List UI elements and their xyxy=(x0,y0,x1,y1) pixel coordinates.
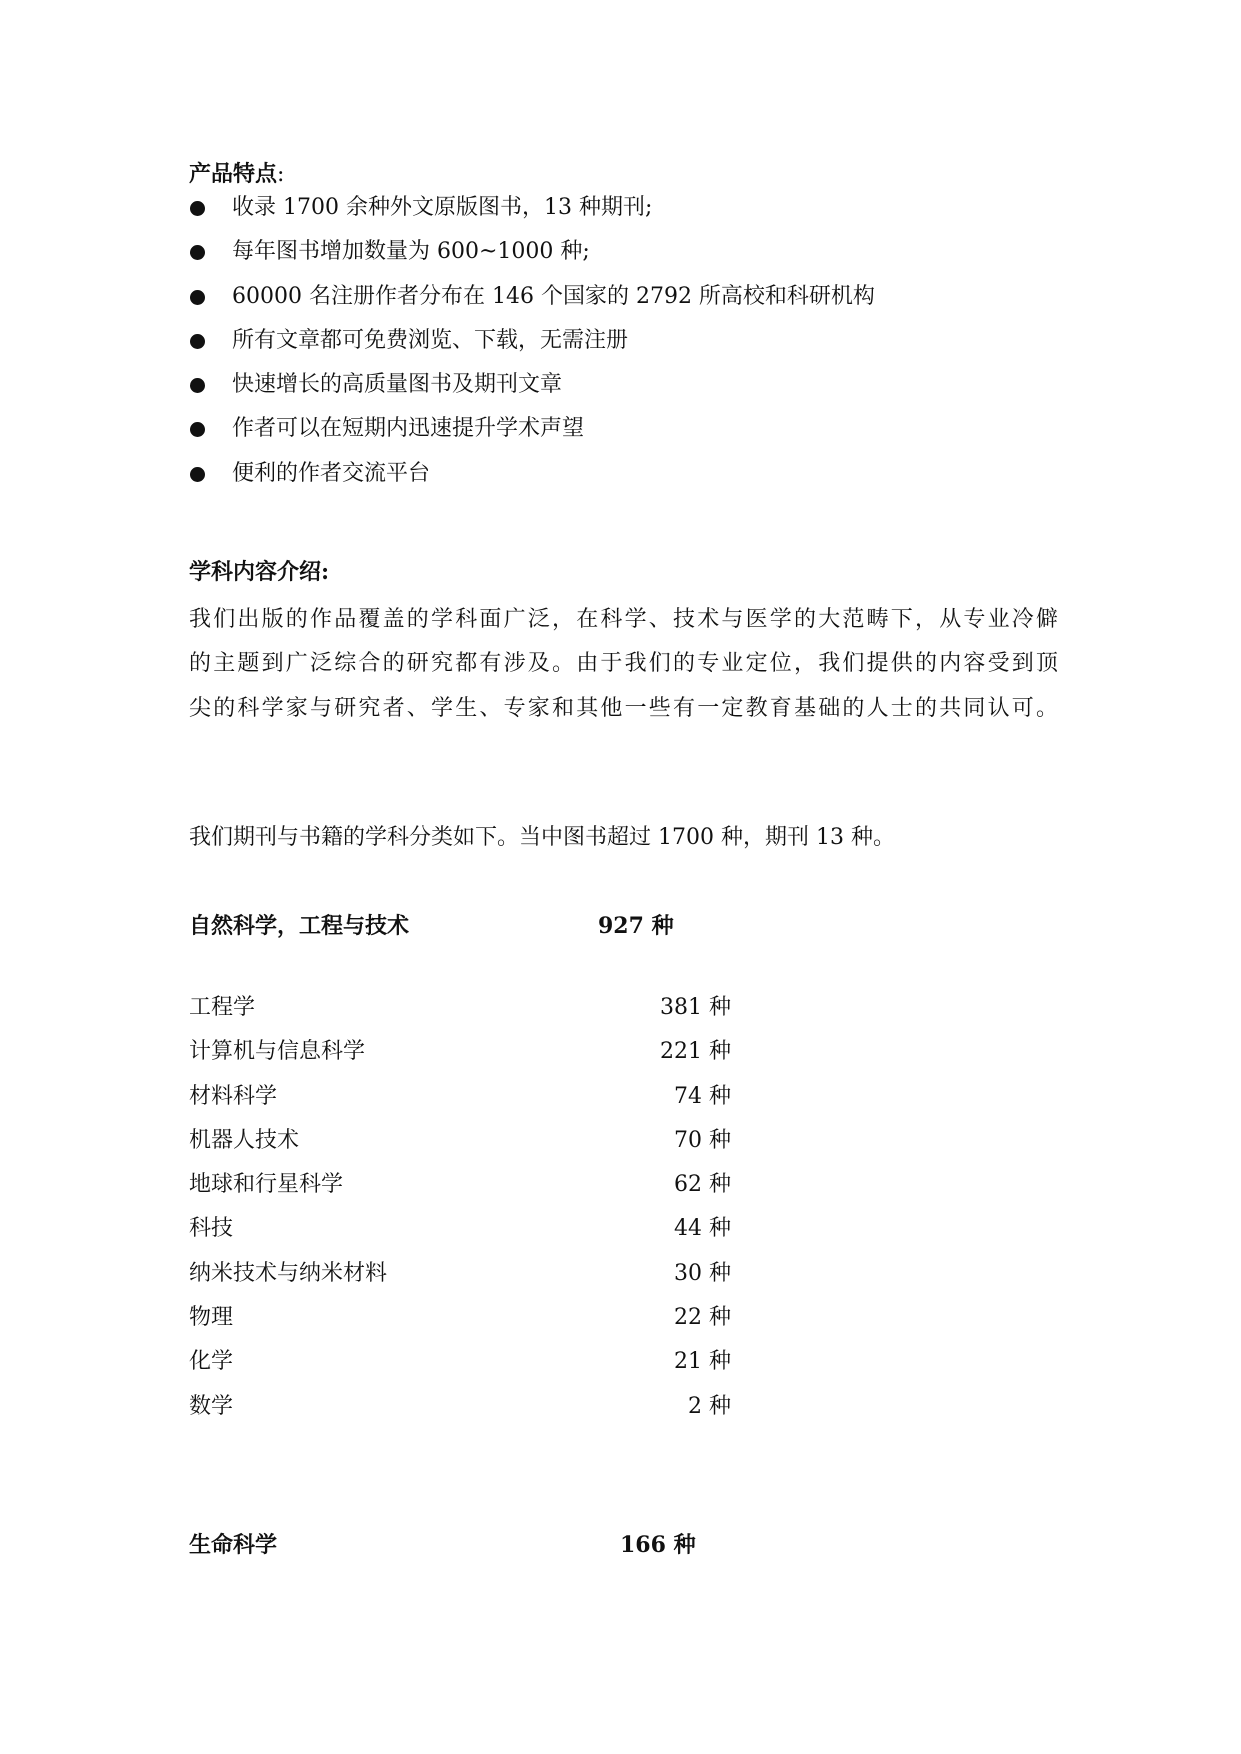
natural-sciences-title: 自然科学，工程与技术 xyxy=(189,913,410,939)
subject-name: 纳米技术与纳米材料 xyxy=(189,1260,388,1286)
bullet-icon xyxy=(190,467,205,482)
subject-count: 44 种 xyxy=(674,1216,731,1242)
subject-count: 2 种 xyxy=(688,1393,731,1419)
table-row xyxy=(189,1303,749,1347)
subject-count: 381 种 xyxy=(660,995,731,1020)
subject-name: 化学 xyxy=(189,1349,234,1375)
table-row xyxy=(189,1037,749,1081)
subject-count: 22 种 xyxy=(674,1305,731,1331)
list-item-text: 便利的作者交流平台 xyxy=(232,460,431,486)
table-row xyxy=(189,1126,749,1170)
subject-count: 221 种 xyxy=(660,1039,731,1065)
subject-name: 工程学 xyxy=(189,995,256,1020)
list-item-text: 作者可以在短期内迅速提升学术声望 xyxy=(232,416,585,442)
life-sciences-title: 生命科学 xyxy=(189,1532,278,1558)
table-row xyxy=(189,1082,749,1126)
subject-name: 科技 xyxy=(189,1216,234,1242)
bullet-icon xyxy=(190,201,205,216)
subject-count: 30 种 xyxy=(674,1260,731,1286)
subject-name: 物理 xyxy=(189,1305,234,1331)
features-heading-colon: : xyxy=(277,162,285,187)
bullet-icon xyxy=(190,334,205,349)
table-row xyxy=(189,1170,749,1214)
list-item-text: 所有文章都可免费浏览、下载，无需注册 xyxy=(232,327,629,353)
table-row xyxy=(189,1392,749,1436)
table-row xyxy=(189,1347,749,1391)
natural-sciences-list xyxy=(189,993,749,1436)
subjects-paragraph: 我们出版的作品覆盖的学科面广泛，在科学、技术与医学的大范畴下，从专业冷僻的主题到广泛综合的研究都有涉及。由于我们的专业定位，我们提供的内容受到顶尖的科学家与研究者、学生、专家和其他一些有一定教育基础的人士的共同认可。 xyxy=(189,607,1061,721)
list-item-text: 收录 1700 余种外文原版图书，13 种期刊; xyxy=(232,195,653,220)
subject-name: 材料科学 xyxy=(189,1083,278,1109)
bullet-icon xyxy=(190,245,205,260)
bullet-icon xyxy=(190,422,205,437)
subjects-heading: 学科内容介绍: xyxy=(189,559,330,585)
subject-count: 21 种 xyxy=(674,1349,731,1375)
list-item-text: 快速增长的高质量图书及期刊文章 xyxy=(232,372,563,398)
subject-count: 70 种 xyxy=(674,1127,731,1153)
features-heading xyxy=(189,159,284,190)
subject-name: 地球和行星科学 xyxy=(189,1172,344,1198)
bullet-icon xyxy=(190,378,205,393)
bullet-icon xyxy=(190,290,205,305)
list-item-text: 每年图书增加数量为 600~1000 种; xyxy=(232,239,590,265)
table-row xyxy=(189,1259,749,1303)
features-heading-text: 产品特点 xyxy=(189,161,278,187)
subject-count: 62 种 xyxy=(674,1172,731,1198)
subject-name: 计算机与信息科学 xyxy=(189,1039,366,1065)
table-row xyxy=(189,993,749,1037)
subject-name: 数学 xyxy=(189,1393,234,1419)
subject-name: 机器人技术 xyxy=(189,1127,300,1153)
list-item-text: 60000 名注册作者分布在 146 个国家的 2792 所高校和科研机构 xyxy=(232,283,875,309)
subject-count: 74 种 xyxy=(674,1083,731,1109)
table-row xyxy=(189,1214,749,1258)
life-sciences-count: 166 种 xyxy=(620,1532,696,1558)
natural-sciences-count: 927 种 xyxy=(598,913,674,939)
subjects-summary: 我们期刊与书籍的学科分类如下。当中图书超过 1700 种，期刊 13 种。 xyxy=(189,825,895,850)
